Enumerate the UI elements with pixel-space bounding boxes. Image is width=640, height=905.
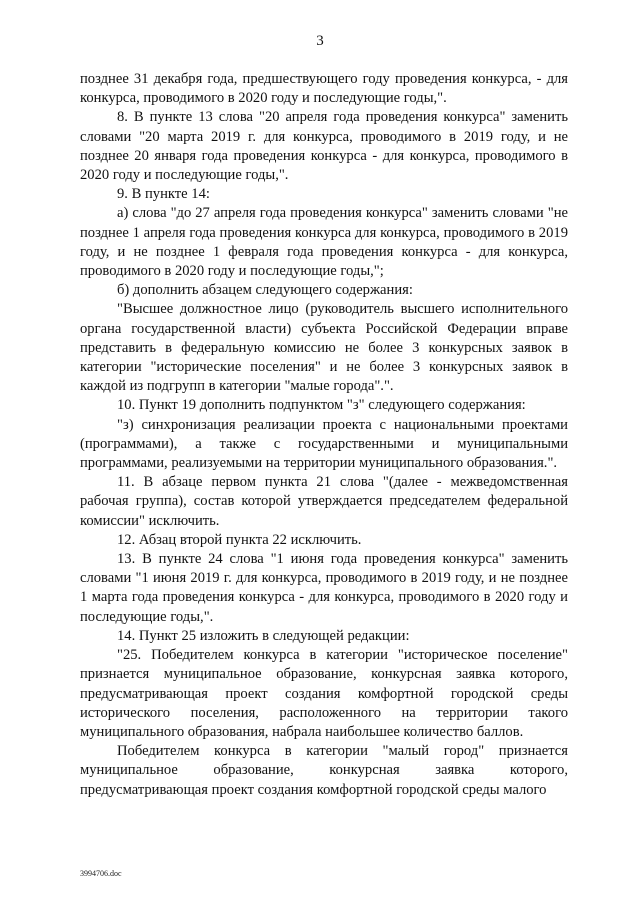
footer-document-code: 3994706.doc [80,869,122,878]
paragraph-continuation: позднее 31 декабря года, предшествующего году проведения конкурса, - для конкурса, проводимого в 2020 году и последующие годы,". [80,71,568,107]
document-body [80,70,568,800]
paragraph-subitem-a: а) слова "до 27 апреля года проведения конкурса" заменить словами "не позднее 1 апреля года проведения конкурса для конкурса, проводимого в 2019 году, и не позднее 1 февраля года проведения конкурса - для конкурса, проводимого в 2020 году и последующие годы,"; [80,205,568,280]
paragraph-item-10: 10. Пункт 19 дополнить подпунктом "з" следующего содержания: [117,397,526,414]
paragraph-item-14: 14. Пункт 25 изложить в следующей редакции: [117,627,410,644]
paragraph-item-8: 8. В пункте 13 слова "20 апреля года проведения конкурса" заменить словами "20 марта 2019 г. для конкурса, проводимого в 2019 году, и не позднее 20 января года проведения конкурса - для конкурса, проводимого в 2020 году и последующие годы,". [80,109,568,184]
paragraph-item-9: 9. В пункте 14: [117,186,210,203]
paragraph-item-12: 12. Абзац второй пункта 22 исключить. [117,531,362,548]
paragraph-item-11: 11. В абзаце первом пункта 21 слова "(далее - межведомственная рабочая группа), состав которой утверждается председателем федеральной комиссии" исключить. [80,474,568,529]
paragraph-quoted-addition: "Высшее должностное лицо (руководитель высшего исполнительного органа государственной власти) субъекта Российской Федерации вправе представить в федеральную комиссию не более 3 конкурсных заявок в категории "исторические поселения" и не более 3 конкурсных заявок в каждой из подгрупп в категории "малые города".". [80,301,568,395]
paragraph-item-25-historical: "25. Победителем конкурса в категории "историческое поселение" признается муниципальное образование, конкурсная заявка которого, предусматривающая проект создания комфортной городской среды исторического поселения, расположенного на территории такого муниципального образования, набрала наибольшее количество баллов. [80,647,568,740]
paragraph-item-25-small-town: Победителем конкурса в категории "малый город" признается муниципальное образование, конкурсная заявка которого, предусматривающая проект создания комфортной городской среды малого [80,743,568,798]
page-number: 3 [316,33,324,49]
paragraph-subitem-z: "з) синхронизация реализации проекта с национальными проектами (программами), а также с государственными и муниципальными программами, реализуемыми на территории муниципального образования.". [80,416,568,472]
paragraph-subitem-b: б) дополнить абзацем следующего содержания: [117,282,413,299]
paragraph-item-13: 13. В пункте 24 слова "1 июня года проведения конкурса" заменить словами "1 июня 2019 г. для конкурса, проводимого в 2019 году, и не позднее 1 марта года проведения конкурса - для конкурса, проводимого в 2020 году и последующие годы,". [80,551,568,625]
